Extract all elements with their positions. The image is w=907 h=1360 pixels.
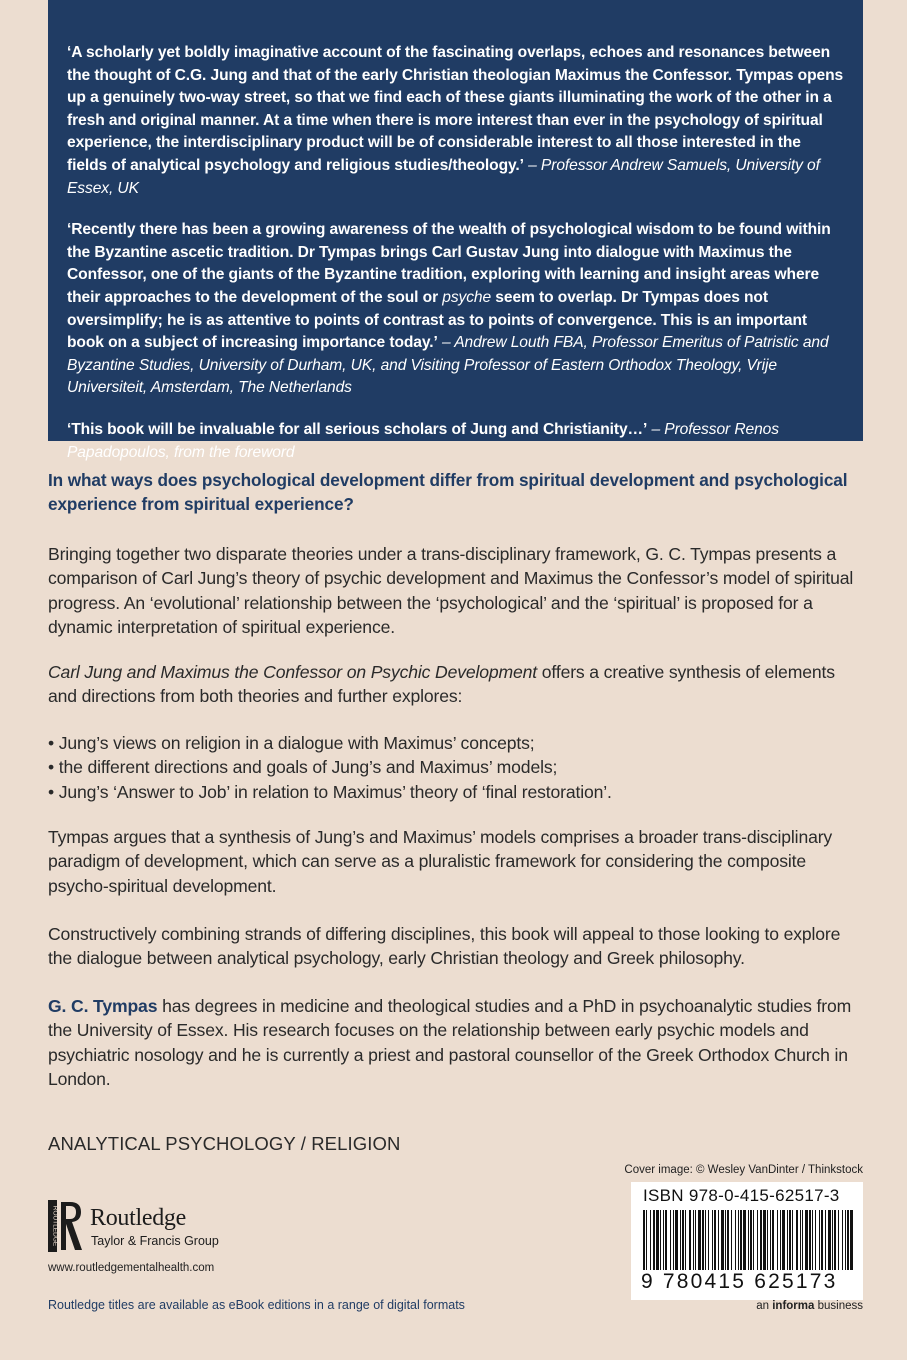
informa-tagline xyxy=(756,1300,863,1312)
informa-brand: informa xyxy=(772,1300,815,1312)
barcode-bar xyxy=(698,1210,701,1270)
topic-item: • the different directions and goals of Jung’s and Maximus’ models; xyxy=(48,757,558,778)
barcode-bar xyxy=(832,1210,833,1270)
barcode-bar xyxy=(792,1210,793,1270)
barcode-bar xyxy=(695,1210,696,1270)
barcode-digits: 9 780415 625173 xyxy=(641,1270,838,1293)
publisher-group: Taylor & Francis Group xyxy=(91,1234,219,1248)
barcode-bar xyxy=(689,1210,691,1270)
author-bio xyxy=(48,994,866,1091)
barcode-bar xyxy=(650,1210,651,1270)
barcode-bar xyxy=(718,1210,719,1270)
endorsement-quote: ‘Recently there has been a growing awareness of the wealth of psychological wisdom to be found within the Byzantine ascetic tradition. Dr Tympas brings Carl Gustav Jung into dialogue with Maximus the Confessor, one of the giants of the Byzantine tradition, exploring with learning and insight areas where their approaches to the development of the soul or xyxy=(67,221,831,306)
barcode-bar xyxy=(845,1210,846,1270)
barcode-bar xyxy=(721,1210,724,1270)
informa-prefix: an xyxy=(756,1300,773,1312)
endorsement-quote: ‘This book will be invaluable for all serious scholars of Jung and Christianity…’ xyxy=(67,420,648,438)
barcode-bar xyxy=(663,1210,664,1270)
barcode-bar xyxy=(805,1210,808,1270)
barcode-bar xyxy=(680,1210,681,1270)
barcode-bar xyxy=(740,1210,742,1270)
barcode-bar xyxy=(767,1210,768,1270)
endorsement-attribution: – Andrew Louth FBA, Professor Emeritus of Patristic and Byzantine Studies, University of Durham, UK, and Visiting Professor of Eastern Orthodox Theology, Vrije Universiteit, Amsterdam, The Netherlands xyxy=(67,334,829,397)
barcode-bar xyxy=(705,1210,706,1270)
topic-item: • Jung’s views on religion in a dialogue with Maximus’ concepts; xyxy=(48,733,535,753)
barcode-bar xyxy=(714,1210,716,1270)
barcode-bar xyxy=(838,1210,839,1270)
barcode-bar xyxy=(743,1210,746,1270)
informa-suffix: business xyxy=(814,1300,863,1312)
barcode-bar xyxy=(727,1210,729,1270)
barcode-bar xyxy=(821,1210,823,1270)
paragraph-2-text: offers a creative synthesis of elements and directions from both theories and further explores: xyxy=(48,662,835,707)
publisher-website[interactable]: www.routledgementalhealth.com xyxy=(48,1262,215,1274)
barcode-bar xyxy=(834,1210,836,1270)
barcode-bar xyxy=(673,1210,674,1270)
barcode-bar xyxy=(770,1210,771,1270)
topic-item: • Jung’s ‘Answer to Job’ in relation to Maximus’ theory of ‘final restoration’. xyxy=(48,781,612,802)
barcode-bar xyxy=(787,1210,788,1270)
barcode-bar xyxy=(643,1210,645,1270)
barcode-bar xyxy=(685,1210,686,1270)
barcode-bar xyxy=(675,1210,678,1270)
author-name: G. C. Tympas xyxy=(48,996,158,1016)
barcode-bar xyxy=(842,1210,843,1270)
endorsement-italic-word: psyche xyxy=(442,288,492,306)
logo-wordmark: ROUTLEDGE xyxy=(51,1205,59,1247)
routledge-logo-icon xyxy=(48,1200,84,1252)
barcode-bar xyxy=(812,1210,813,1270)
barcode-icon xyxy=(637,1210,857,1276)
author-bio-text: has degrees in medicine and theological studies and a PhD in psychoanalytic studies from the University of Essex. His research focuses on the relationship between early psychic models and psychiatric nosology and he is currently a priest and pastoral counsellor of the Greek Orthodox Church in London. xyxy=(48,996,852,1089)
barcode-bar xyxy=(682,1210,684,1270)
barcode-bar xyxy=(809,1210,811,1270)
barcode-bar xyxy=(800,1210,801,1270)
barcode-bar xyxy=(712,1210,713,1270)
barcode-bar xyxy=(780,1210,781,1270)
barcode-bar xyxy=(757,1210,758,1270)
barcode-bar xyxy=(753,1210,754,1270)
description-paragraph-3: Tympas argues that a synthesis of Jung’s and Maximus’ models comprises a broader trans-disciplinary paradigm of development, which can serve as a pluralistic framework for considering the composite psycho-spiritual development. xyxy=(48,827,833,896)
barcode-bar xyxy=(763,1210,766,1270)
barcode-bar xyxy=(802,1210,803,1270)
barcode-bar xyxy=(748,1210,749,1270)
description-paragraph-4: Constructively combining strands of differing disciplines, this book will appeal to those looking to explore the dialogue between analytical psychology, early Christian theology and Greek philosophy. xyxy=(48,924,841,969)
barcode-bar xyxy=(847,1210,849,1270)
barcode-bar xyxy=(653,1210,655,1270)
barcode-bar xyxy=(796,1210,798,1270)
barcode-bar xyxy=(660,1210,661,1270)
endorsements-panel xyxy=(48,0,863,461)
barcode-bar xyxy=(738,1210,739,1270)
endorsement-quote-continued: seem to overlap. Dr Tympas does not oversimplify; he is as attentive to points of contrast as to points of convergence. This is an important book on a subject of increasing importance today.’ xyxy=(67,288,807,352)
barcode-bar xyxy=(772,1210,774,1270)
barcode-bar xyxy=(646,1210,647,1270)
barcode-bar xyxy=(815,1210,816,1270)
barcode-bar xyxy=(850,1210,853,1270)
barcode-bar xyxy=(789,1210,791,1270)
barcode-bar xyxy=(825,1210,826,1270)
lead-question: In what ways does psychological development differ from spiritual development and psychological experience from spiritual experience? xyxy=(48,470,848,514)
barcode-bar xyxy=(693,1210,694,1270)
barcode-bar xyxy=(731,1210,732,1270)
endorsement-2 xyxy=(67,219,845,400)
topics-list xyxy=(48,731,866,804)
endorsement-attribution: – Professor Andrew Samuels, University of Essex, UK xyxy=(67,156,820,197)
barcode-bar xyxy=(702,1210,704,1270)
barcode-bar xyxy=(760,1210,762,1270)
ebook-note: Routledge titles are available as eBook editions in a range of digital formats xyxy=(48,1298,465,1312)
book-title: Carl Jung and Maximus the Confessor on Psychic Development xyxy=(48,662,538,682)
endorsement-3 xyxy=(67,419,845,464)
barcode-bar xyxy=(656,1210,659,1270)
endorsement-quote: ‘A scholarly yet boldly imaginative account of the fascinating overlaps, echoes and resonances between the thought of C.G. Jung and that of the early Christian theologian Maximus the Confessor. Tympas opens up a genuinely two-way street, so that we find each of these giants illuminating the work of the other in a fresh and original manner. At a time when there is more interest than ever in the psychology of spiritual experience, the interdisciplinary product will be of considerable interest to all those interested in the fields of analytical psychology and religious studies/theology.’ xyxy=(67,44,844,174)
publisher-name: Routledge xyxy=(90,1205,186,1231)
endorsement-attribution: – Professor Renos Papadopoulos, from the foreword xyxy=(67,420,779,461)
barcode-bar xyxy=(670,1210,671,1270)
barcode-bar xyxy=(735,1210,736,1270)
barcode-bar xyxy=(782,1210,785,1270)
barcode-bar xyxy=(750,1210,752,1270)
description-paragraph-2 xyxy=(48,660,866,709)
isbn-barcode-box xyxy=(631,1182,863,1300)
barcode-bar xyxy=(777,1210,778,1270)
isbn-number: ISBN 978-0-415-62517-3 xyxy=(643,1186,840,1205)
description-paragraph-1: Bringing together two disparate theories under a trans-disciplinary framework, G. C. Tympas presents a comparison of Carl Jung’s theory of psychic development and Maximus the Confessor’s model of spiritual progress. An ‘evolutional’ relationship between the ‘psychological’ and the ‘spiritual’ is proposed for a dynamic interpretation of spiritual experience. xyxy=(48,544,854,637)
barcode-bar xyxy=(665,1210,667,1270)
cover-credit: Cover image: © Wesley VanDinter / Thinkstock xyxy=(624,1164,863,1176)
barcode-bar xyxy=(708,1210,709,1270)
endorsement-1 xyxy=(67,42,845,200)
barcode-bar xyxy=(828,1210,831,1270)
subject-category: ANALYTICAL PSYCHOLOGY / RELIGION xyxy=(48,1133,401,1154)
barcode-bar xyxy=(725,1210,726,1270)
barcode-bar xyxy=(819,1210,820,1270)
